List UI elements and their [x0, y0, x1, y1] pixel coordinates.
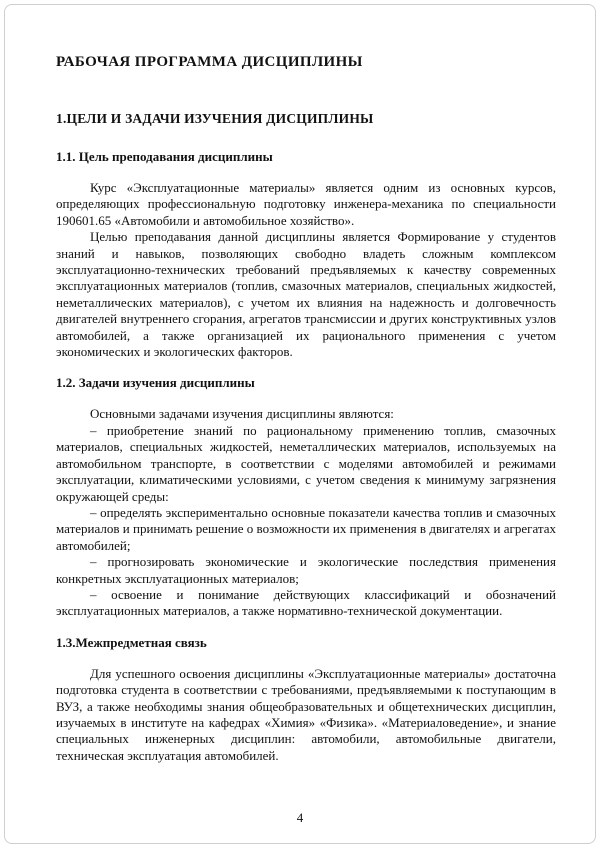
paragraph-interdisciplinary: Для успешного освоения дисциплины «Эксплуатационные материалы» достаточна подготовка студента в соответствии с требованиями, предъявляемыми к поступающим в ВУЗ, а также необходимы знания общеобразовательных и общетехнических дисциплин, изучаемых в институте на кафедрах «Химия» «Физика». «Материаловедение», и знание специальных инженерных дисциплин: автомобили, автомобильные двигатели, техническая эксплуатация автомобилей.: [56, 665, 556, 763]
paragraph-task-item-4: – освоение и понимание действующих классификаций и обозначений эксплуатационных материалов, а также нормативно-технической документации.: [56, 586, 556, 619]
subsection-heading-1-1: 1.1. Цель преподавания дисциплины: [56, 149, 273, 164]
paragraph-course-description: Курс «Эксплуатационные материалы» является одним из основных курсов, определяющих профессиональную подготовку инженера-механика по специальности 190601.65 «Автомобили и автомобильное хозяйство».: [56, 180, 556, 228]
subsection-heading-1-3: 1.3.Межпредметная связь: [56, 634, 207, 650]
page-number: 4: [296, 810, 304, 825]
subsection-heading-1-2: 1.2. Задачи изучения дисциплины: [56, 375, 255, 391]
paragraph-task-item-2: – определять экспериментально основные показатели качества топлив и смазочных материалов и принимать решение о возможности их применения в двигателях и агрегатах автомобилей;: [56, 504, 556, 553]
paragraph-task-item-3: – прогнозировать экономические и экологические последствия применения конкретных эксплуатационных материалов;: [56, 554, 556, 586]
section-heading-goals: 1.ЦЕЛИ И ЗАДАЧИ ИЗУЧЕНИЯ ДИСЦИПЛИНЫ: [56, 111, 374, 126]
document-title: РАБОЧАЯ ПРОГРАММА ДИСЦИПЛИНЫ: [56, 54, 363, 70]
paragraph-course-aim: Целью преподавания данной дисциплины является Формирование у студентов знаний и навыков, позволяющих свободно владеть сложным комплексом эксплуатационно-технических требований предъявляемых к качеству современных эксплуатационных материалов (топлив, смазочных материалов, специальных жидкостей, неметаллических материалов), с учетом их влияния на надежность и долговечность двигателей внутреннего сгорания, агрегатов трансмиссии и других конструктивных узлов автомобилей, а также организацией их рационального применения с учетом экономических и экологических факторов.: [56, 229, 556, 360]
paragraph-task-item-1: – приобретение знаний по рациональному применению топлив, смазочных материалов, специальных жидкостей, неметаллических материалов, используемых на автомобильном транспорте, в соответствии с моделями автомобилей и режимами эксплуатации, климатическими условиями, с учетом сведения к минимуму загрязнения окружающей среды:: [56, 422, 556, 504]
paragraph-tasks-intro: Основными задачами изучения дисциплины являются:: [90, 406, 394, 422]
